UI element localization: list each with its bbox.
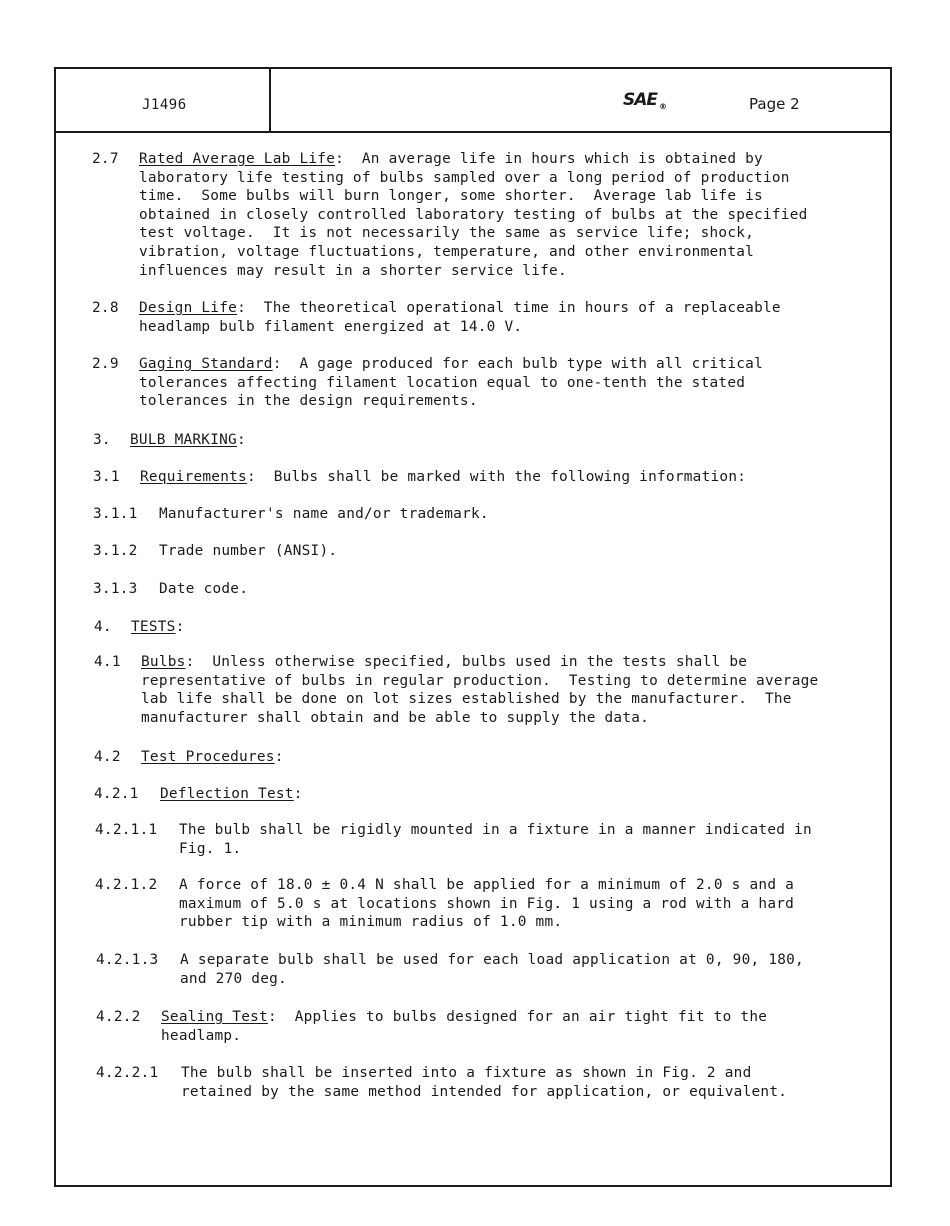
section-title: Bulbs [141, 654, 186, 670]
section-line: : Applies to bulbs designed for an air tight fit to the [267, 1009, 768, 1025]
section-title: BULB MARKING [130, 432, 237, 448]
section-line: : [293, 786, 303, 802]
section-line: : An average life in hours which is obtained by [335, 151, 763, 167]
section-line: : The theoretical operational time in hours of a replaceable [237, 300, 781, 316]
section-4-1 [94, 653, 819, 726]
section-line: A force of 18.0 ± 0.4 N shall be applied for a minimum of 2.0 s and a [179, 877, 795, 893]
section-line: representative of bulbs in regular production. Testing to determine average [141, 672, 819, 689]
section-number: 4.2.2.1 [96, 1065, 159, 1081]
section-number: 4. [94, 619, 112, 635]
header-divider [269, 69, 271, 131]
section-line: manufacturer shall obtain and be able to supply the data. [141, 709, 650, 726]
section-line: Manufacturer's name and/or trademark. [159, 506, 489, 522]
section-title: Design Life [139, 300, 238, 316]
section-line: The bulb shall be inserted into a fixture as shown in Fig. 2 and [181, 1065, 752, 1081]
section-line: : [236, 432, 246, 448]
section-2-8 [92, 299, 781, 355]
section-line: test voltage. It is not necessarily the same as service life; shock, [139, 225, 755, 242]
section-title: Rated Average Lab Life [139, 151, 336, 167]
section-2-9 [92, 355, 763, 411]
section-number: 4.1 [94, 654, 121, 670]
section-line: headlamp. [161, 1027, 242, 1044]
section-line: : A gage produced for each bulb type with all critical [272, 356, 763, 372]
section-number: 4.2.2 [96, 1009, 141, 1025]
section-line: obtained in closely controlled laboratory testing of bulbs at the specified [139, 206, 808, 223]
page-number: Page 2 [749, 95, 800, 113]
section-line: influences may result in a shorter service life. [139, 262, 567, 279]
section-line: Fig. 1. [179, 840, 242, 857]
section-line: A separate bulb shall be used for each load application at 0, 90, 180, [180, 952, 804, 968]
section-line: retained by the same method intended for application, or equivalent. [181, 1083, 788, 1100]
section-line: laboratory life testing of bulbs sampled over a long period of production [139, 169, 790, 186]
section-line: tolerances in the design requirements. [139, 393, 478, 410]
section-line: The bulb shall be rigidly mounted in a fixture in a manner indicated in [179, 822, 812, 838]
section-line: : [274, 749, 284, 765]
section-line: vibration, voltage fluctuations, temperature, and other environmental [139, 243, 755, 260]
section-line: tolerances affecting filament location equal to one-tenth the stated [139, 374, 746, 391]
section-line: Date code. [159, 581, 249, 597]
section-number: 3.1.2 [93, 543, 138, 559]
section-number: 4.2.1.3 [96, 952, 159, 968]
section-line: : [175, 619, 185, 635]
section-title: Requirements [140, 469, 247, 485]
section-line: lab life shall be done on lot sizes established by the manufacturer. The [141, 691, 792, 708]
section-number: 3.1.3 [93, 581, 138, 597]
section-number: 4.2.1 [94, 786, 139, 802]
section-title: TESTS [131, 619, 176, 635]
document-number: J1496 [142, 97, 187, 113]
section-number: 4.2.1.1 [95, 822, 158, 838]
page-header [56, 69, 890, 133]
section-4-2-2-1 [96, 1064, 788, 1120]
section-title: Deflection Test [160, 786, 294, 802]
section-line: headlamp bulb filament energized at 14.0 V. [139, 318, 523, 335]
section-number: 2.7 [92, 151, 119, 167]
section-number: 3. [93, 432, 111, 448]
section-4-2-1-1 [95, 821, 812, 877]
section-title: Gaging Standard [139, 356, 273, 372]
registered-mark: ® [659, 102, 667, 111]
sae-logo [623, 90, 666, 111]
section-line: Trade number (ANSI). [159, 543, 338, 559]
section-number: 2.9 [92, 356, 119, 372]
section-line: maximum of 5.0 s at locations shown in Fig. 1 using a rod with a hard [179, 895, 795, 912]
section-4-2-1-2 [95, 876, 795, 932]
section-line: and 270 deg. [180, 970, 287, 987]
section-number: 3.1.1 [93, 506, 138, 522]
section-line: time. Some bulbs will burn longer, some shorter. Average lab life is [139, 188, 763, 205]
section-number: 2.8 [92, 300, 119, 316]
section-title: Sealing Test [161, 1009, 268, 1025]
section-line: : Unless otherwise specified, bulbs used in the tests shall be [185, 654, 748, 670]
section-4-2-2 [96, 1008, 768, 1064]
section-2-7 [92, 150, 808, 279]
section-line: rubber tip with a minimum radius of 1.0 mm. [179, 914, 563, 931]
sae-logo-text: SAE [623, 90, 658, 110]
section-line: : Bulbs shall be marked with the following information: [246, 469, 747, 485]
section-number: 3.1 [93, 469, 120, 485]
section-number: 4.2.1.2 [95, 877, 158, 893]
section-4-2-1-3 [96, 951, 804, 1007]
section-number: 4.2 [94, 749, 121, 765]
section-title: Test Procedures [141, 749, 275, 765]
